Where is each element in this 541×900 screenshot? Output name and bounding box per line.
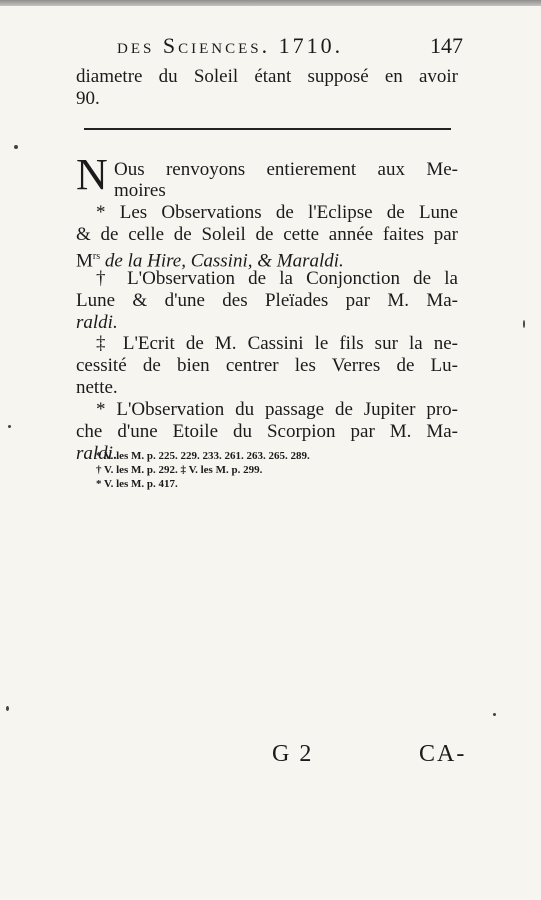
drop-cap: N	[76, 150, 108, 199]
continuation-line-2: 90.	[76, 88, 100, 109]
ink-speck	[523, 320, 525, 328]
item-conjunction-line-3	[76, 312, 458, 334]
page-number: 147	[430, 33, 463, 58]
running-head: des Sciences. 1710.	[117, 33, 344, 58]
item-jupiter-name: raldi.	[76, 443, 118, 464]
section-rule	[84, 128, 451, 130]
footnote-1: * V. les M. p. 225. 229. 233. 261. 263. 265. 289.	[96, 450, 310, 462]
item-eclipse-line-2: & de celle de Soleil de cette année faites par	[76, 224, 458, 245]
continuation-line-1: diametre du Soleil étant supposé en avoir	[76, 66, 458, 87]
ink-speck	[14, 145, 18, 149]
messieurs-abbrev: M	[76, 250, 93, 272]
catchword: CA-	[419, 741, 467, 767]
item-cassini-line-1: ‡ L'Ecrit de M. Cassini le fils sur la ne-	[96, 333, 458, 354]
item-jupiter-line-1: * L'Observation du passage de Jupiter pro-	[96, 399, 458, 420]
messieurs-sup: rs	[92, 251, 101, 262]
page-header	[0, 33, 541, 65]
astronomer-names: de la Hire, Cassini, & Maraldi.	[104, 250, 344, 272]
item-cassini-line-3: nette.	[76, 377, 118, 398]
item-eclipse-line-1: * Les Observations de l'Eclipse de Lune	[96, 202, 458, 223]
item-conjunction-line-2: Lune & d'une des Pleïades par M. Ma-	[76, 290, 458, 311]
footnote-2: † V. les M. p. 292. ‡ V. les M. p. 299.	[96, 464, 263, 476]
intro-line-2: moires	[114, 180, 166, 201]
item-cassini-line-2: cessité de bien centrer les Verres de Lu-	[76, 355, 458, 376]
item-conjunction-line-1: † L'Observation de la Conjonction de la	[96, 268, 458, 289]
ink-speck	[8, 425, 11, 428]
item-conjunction-name: raldi.	[76, 312, 118, 333]
signature-mark: G 2	[272, 741, 314, 767]
intro-line-1: Ous renvoyons entierement aux Me-	[114, 159, 458, 180]
page-top-edge	[0, 0, 541, 6]
ink-speck	[6, 706, 9, 711]
item-jupiter-line-2: che d'une Etoile du Scorpion par M. Ma-	[76, 421, 458, 442]
ink-speck	[493, 713, 496, 716]
footnote-3: * V. les M. p. 417.	[96, 478, 178, 490]
